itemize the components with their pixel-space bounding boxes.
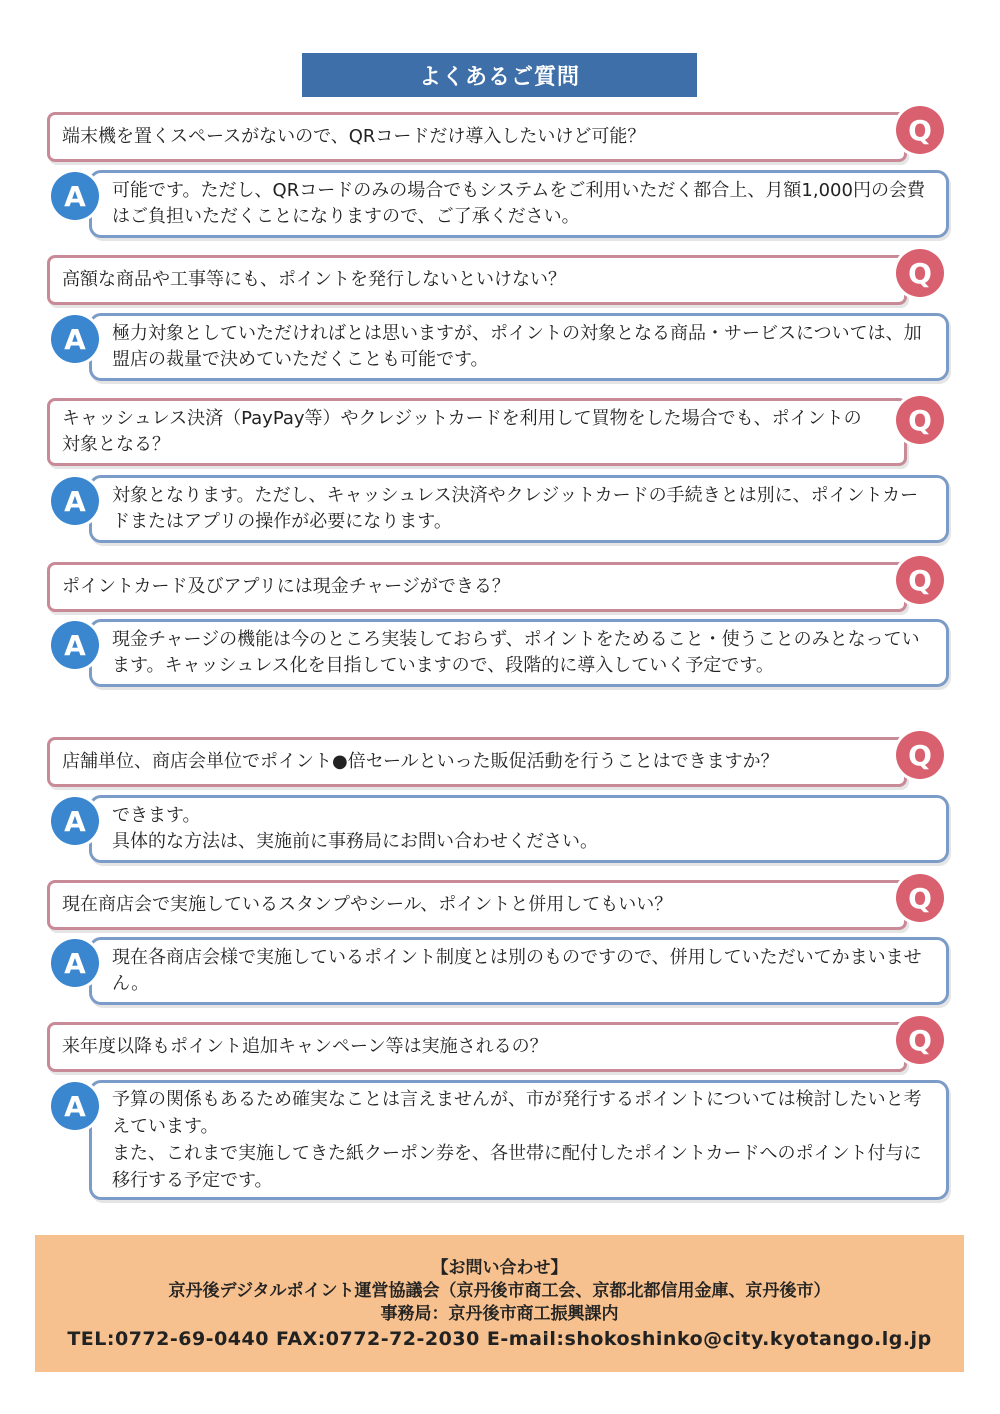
faq-7-question bbox=[47, 1022, 907, 1072]
q-icon: Q bbox=[896, 731, 944, 779]
a-icon: A bbox=[51, 315, 99, 363]
contact-office: 事務局：京丹後市商工振興課内 bbox=[380, 1304, 619, 1324]
faq-answer-text: 可能です。ただし、QRコードのみの場合でもシステムをご利用いただく都合上、月額1,000円の会費はご負担いただくことになりますので、ご了承ください。 bbox=[112, 180, 925, 227]
a-icon: A bbox=[51, 172, 99, 220]
q-icon: Q bbox=[896, 1016, 944, 1064]
faq-answer-text: 現金チャージの機能は今のところ実装しておらず、ポイントをためること・使うことのみとなっています。キャッシュレス化を目指していますので、段階的に導入していく予定です。 bbox=[112, 629, 920, 676]
faq-3-question bbox=[47, 398, 907, 466]
faq-question-text: 現在商店会で実施しているスタンプやシール、ポイントと併用してもいい？ bbox=[62, 894, 673, 915]
faq-7-answer bbox=[89, 1080, 949, 1200]
q-icon: Q bbox=[896, 106, 944, 154]
faq-1-answer bbox=[89, 170, 949, 238]
q-icon: Q bbox=[896, 249, 944, 297]
faq-5-answer bbox=[89, 795, 949, 863]
contact-tel-fax-email: TEL:0772-69-0440 FAX:0772-72-2030 E-mail:shokoshinko@city.kyotango.lg.jp bbox=[67, 1328, 932, 1350]
faq-2-question bbox=[47, 255, 907, 305]
faq-answer-line: また、これまで実施してきた紙クーポン券を、各世帯に配付したポイントカードへのポイント付与に移行する予定です。 bbox=[112, 1143, 922, 1191]
faq-answer-text: 極力対象としていただければとは思いますが、ポイントの対象となる商品・サービスについては、加盟店の裁量で決めていただくことも可能です。 bbox=[112, 323, 922, 370]
faq-6-question bbox=[47, 880, 907, 930]
a-icon: A bbox=[51, 797, 99, 845]
q-icon: Q bbox=[896, 874, 944, 922]
faq-question-text: キャッシュレス決済（PayPay等）やクレジットカードを利用して買物をした場合でも、ポイントの対象となる？ bbox=[62, 408, 862, 455]
contact-heading: 【お問い合わせ】 bbox=[431, 1258, 568, 1278]
faq-answer-line: できます。 bbox=[112, 805, 201, 826]
faq-1-question bbox=[47, 112, 907, 162]
faq-3-answer bbox=[89, 475, 949, 543]
q-icon: Q bbox=[896, 396, 944, 444]
a-icon: A bbox=[51, 477, 99, 525]
faq-question-text: 高額な商品や工事等にも、ポイントを発行しないといけない？ bbox=[62, 269, 566, 290]
faq-6-answer bbox=[89, 937, 949, 1005]
faq-question-text: 店舗単位、商店会単位でポイント●倍セールといった販促活動を行うことはできますか？ bbox=[62, 751, 779, 772]
faq-4-answer bbox=[89, 619, 949, 687]
a-icon: A bbox=[51, 621, 99, 669]
faq-answer-text: 現在各商店会様で実施しているポイント制度とは別のものですので、併用していただいてかまいません。 bbox=[112, 947, 922, 994]
faq-4-question bbox=[47, 562, 907, 612]
faq-question-text: 端末機を置くスペースがないので、QRコードだけ導入したいけど可能？ bbox=[62, 126, 646, 147]
contact-organization: 京丹後デジタルポイント運営協議会（京丹後市商工会、京都北都信用金庫、京丹後市） bbox=[168, 1281, 831, 1301]
a-icon: A bbox=[51, 1082, 99, 1130]
faq-question-text: 来年度以降もポイント追加キャンペーン等は実施されるの？ bbox=[62, 1036, 548, 1057]
faq-answer-text: 対象となります。ただし、キャッシュレス決済やクレジットカードの手続きとは別に、ポイントカードまたはアプリの操作が必要になります。 bbox=[112, 485, 919, 532]
page-title: よくあるご質問 bbox=[302, 53, 697, 97]
faq-2-answer bbox=[89, 313, 949, 381]
faq-answer-line: 具体的な方法は、実施前に事務局にお問い合わせください。 bbox=[112, 831, 598, 852]
q-icon: Q bbox=[896, 556, 944, 604]
contact-box bbox=[35, 1235, 964, 1372]
faq-question-text: ポイントカード及びアプリには現金チャージができる？ bbox=[62, 576, 510, 597]
faq-5-question bbox=[47, 737, 907, 787]
a-icon: A bbox=[51, 939, 99, 987]
faq-answer-line: 予算の関係もあるため確実なことは言えませんが、市が発行するポイントについては検討したいと考えています。 bbox=[112, 1089, 922, 1137]
